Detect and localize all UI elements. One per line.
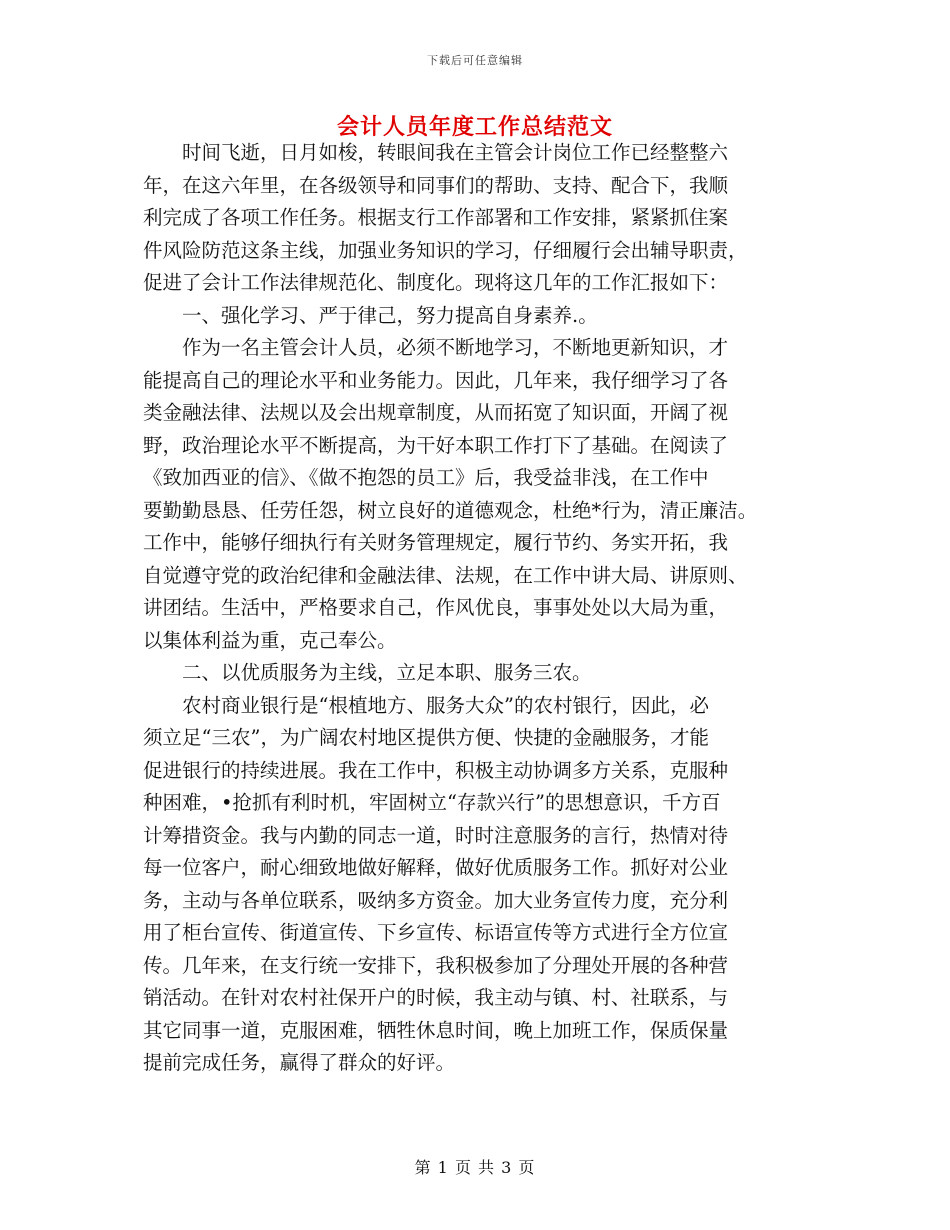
text-line: 《致加西亚的信》、《做不抱怨的员工》后，我受益非浅，在工作中	[143, 466, 709, 489]
text-line: 工作中，能够仔细执行有关财务管理规定，履行节约、务实开拓，我	[143, 531, 729, 554]
text-line: 用了柜台宣传、街道宣传、下乡宣传、标语宣传等方式进行全方位宣	[143, 921, 729, 944]
text-line: 销活动。在针对农村社保开户的时候，我主动与镇、村、社联系，与	[143, 986, 729, 1009]
text-line: 野，政治理论水平不断提高，为干好本职工作打下了基础。在阅读了	[143, 433, 729, 457]
text-line: 提前完成任务，赢得了群众的好评。	[143, 1051, 456, 1074]
document-title: 会计人员年度工作总结范文	[336, 114, 613, 140]
text-line: 农村商业银行是“根植地方、服务大众”的农村银行，因此，必	[143, 693, 709, 717]
text-line: 类金融法律、法规以及会出规章制度，从而拓宽了知识面，开阔了视	[143, 401, 729, 424]
document-body	[143, 137, 813, 1080]
text-line: 须立足“三农”，为广阔农村地区提供方便、快捷的金融服务，才能	[143, 726, 709, 749]
text-line: 要勤勤恳恳、任劳任怨，树立良好的道德观念，杜绝*行为，清正廉洁。	[143, 498, 758, 522]
text-line: 促进了会计工作法律规范化、制度化。现将这几年的工作汇报如下：	[143, 271, 729, 294]
text-line: 件风险防范这条主线，加强业务知识的学习，仔细履行会出辅导职责，	[143, 238, 748, 262]
text-line: 时间飞逝，日月如梭，转眼间我在主管会计岗位工作已经整整六	[143, 141, 729, 164]
text-line: 自觉遵守党的政治纪律和金融法律、法规，在工作中讲大局、讲原则、	[143, 563, 748, 587]
section-heading-2: 二、以优质服务为主线，立足本职、服务三农。	[143, 661, 592, 684]
text-line: 作为一名主管会计人员，必须不断地学习，不断地更新知识，才	[143, 336, 729, 359]
text-line: 年，在这六年里，在各级领导和同事们的帮助、支持、配合下，我顺	[143, 173, 729, 197]
section-heading-1: 一、强化学习、严于律己，努力提高自身素养.。	[143, 303, 598, 327]
text-line: 计筹措资金。我与内勤的同志一道，时时注意服务的言行，热情对待	[143, 823, 729, 847]
text-line: 传。几年来，在支行统一安排下，我积极参加了分理处开展的各种营	[143, 953, 729, 977]
header-note: 下载后可任意编辑	[427, 54, 523, 67]
text-line: 种困难，•抢抓有利时机，牢固树立“存款兴行”的思想意识，千方百	[143, 791, 721, 814]
text-line: 务，主动与各单位联系，吸纳多方资金。加大业务宣传力度，充分利	[143, 888, 729, 912]
text-line: 促进银行的持续进展。我在工作中，积极主动协调多方关系，克服种	[143, 758, 729, 782]
text-line: 每一位客户，耐心细致地做好解释，做好优质服务工作。抓好对公业	[143, 856, 729, 879]
text-line: 其它同事一道，克服困难，牺牲休息时间，晚上加班工作，保质保量	[143, 1018, 729, 1042]
text-line: 利完成了各项工作任务。根据支行工作部署和工作安排，紧紧抓住案	[143, 206, 729, 229]
text-line: 以集体利益为重，克己奉公。	[143, 628, 397, 652]
text-line: 能提高自己的理论水平和业务能力。因此，几年来，我仔细学习了各	[143, 368, 729, 392]
page-number: 第 1 页 共 3 页	[414, 1158, 536, 1177]
text-line: 讲团结。生活中，严格要求自己，作风优良，事事处处以大局为重，	[143, 596, 729, 619]
